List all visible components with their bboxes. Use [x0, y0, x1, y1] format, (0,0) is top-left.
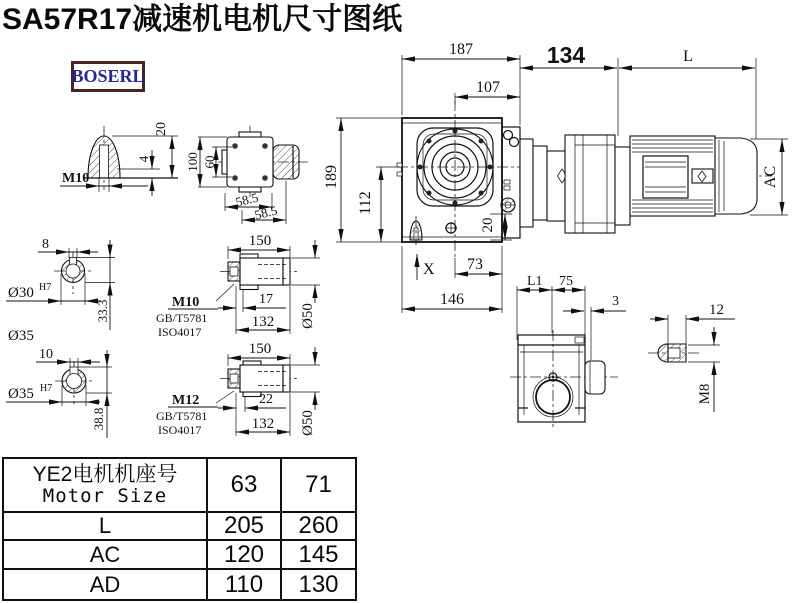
- dim-146-label: 146: [440, 291, 464, 308]
- hollow-shaft-m10-view: [156, 233, 320, 339]
- shaft2-thread-label: M12: [172, 393, 200, 408]
- table-header-motor-size: [4, 459, 206, 511]
- dim-L-label: L: [683, 48, 693, 65]
- dim-60-label: 60: [202, 155, 217, 169]
- bore-30-dia-label: Ø30: [8, 285, 34, 301]
- dim-L1-label: L1: [527, 274, 543, 289]
- dim-100-label: 100: [185, 152, 200, 172]
- keyway-8-label: 8: [42, 237, 49, 252]
- shaft2-132-label: 132: [251, 416, 275, 432]
- brand-logo: BOSERL: [71, 61, 145, 92]
- table-frame-71: 71: [282, 459, 355, 511]
- input-shaft-stub: [273, 145, 299, 179]
- dim-AC-label: AC: [762, 165, 779, 189]
- eyebolt-m8-view: [648, 302, 735, 412]
- shaft2-22-label: 22: [259, 392, 273, 407]
- dim-73-label: 73: [467, 256, 483, 273]
- dim-33-3-label: 33.3: [95, 299, 110, 323]
- dim-20-label: 20: [154, 122, 169, 136]
- adapter-flange: [565, 135, 615, 233]
- bore-30-tol-label: H7: [39, 282, 52, 293]
- dim-4-label: 4: [136, 155, 151, 163]
- thread-m10-label: M10: [62, 171, 90, 186]
- dim-134-label: 134: [546, 42, 586, 68]
- table-row-AC-label: AC: [4, 541, 206, 568]
- table-row-L-71: 260: [282, 513, 355, 539]
- bore-35-section: [6, 347, 112, 438]
- bore-35-tol-label: H7: [40, 383, 53, 394]
- shaft1-150-label: 150: [248, 233, 272, 249]
- dim-189-label: 189: [323, 165, 340, 189]
- dim-58-5-b-label: 58.5: [253, 202, 279, 223]
- x-mark-label: X: [423, 261, 435, 278]
- bore-option-label: Ø35: [8, 328, 34, 344]
- shaft1-dia-label: Ø50: [300, 303, 316, 329]
- table-row-L-label: L: [4, 513, 206, 539]
- dim-38-8-label: 38.8: [91, 407, 106, 431]
- side-view-body: [518, 335, 585, 422]
- shaft2-std1-label: GB/T5781: [156, 409, 208, 423]
- shaft1-132-label: 132: [251, 314, 275, 330]
- dim-58-5-a-label: 58.5: [234, 189, 260, 210]
- dim-20-plug-label: 20: [480, 217, 496, 233]
- table-row-AD-71: 130: [282, 570, 355, 599]
- shaft2-dia-label: Ø50: [300, 410, 316, 436]
- eyebolt-m10-view: [60, 122, 178, 196]
- table-frame-63: 63: [208, 459, 280, 511]
- table-row-AC-63: 120: [208, 541, 280, 568]
- main-assembly-view: [323, 41, 788, 313]
- shaft1-std2-label: ISO4017: [158, 325, 202, 339]
- shaft2-std2-label: ISO4017: [158, 423, 202, 437]
- gearbox-side-view: [510, 274, 626, 428]
- table-header-cn: YE2电机机座号: [32, 463, 178, 486]
- dim-187-label: 187: [449, 41, 473, 58]
- fan-cowl: [715, 138, 757, 214]
- shaft1-std1-label: GB/T5781: [156, 311, 208, 325]
- thread-m8-label: M8: [697, 383, 713, 405]
- shaft2-150-label: 150: [248, 341, 272, 357]
- bore-35-dia-label: Ø35: [8, 386, 34, 402]
- side-input-stub: [585, 361, 605, 394]
- page-title: SA57R17减速机电机尺寸图纸: [2, 3, 403, 36]
- table-row-AD-63: 110: [208, 570, 280, 599]
- keyway-10-label: 10: [39, 347, 53, 362]
- dim-75-label: 75: [559, 274, 573, 289]
- shaft1-17-label: 17: [259, 292, 273, 307]
- hollow-shaft-m12-view: [156, 341, 320, 437]
- table-row-AD-label: AD: [4, 570, 206, 599]
- dim-112-label: 112: [357, 191, 374, 215]
- bore-30-section: [6, 237, 115, 330]
- table-row-L-63: 205: [208, 513, 280, 539]
- dim-12-label: 12: [709, 302, 724, 318]
- input-flange-view: [185, 126, 308, 224]
- table-row-AC-71: 145: [282, 541, 355, 568]
- dim-107-label: 107: [476, 79, 500, 96]
- shaft1-thread-label: M10: [172, 295, 200, 310]
- table-header-en: Motor Size: [42, 485, 168, 508]
- motor-size-table: [2, 457, 357, 601]
- dim-3-label: 3: [612, 294, 619, 309]
